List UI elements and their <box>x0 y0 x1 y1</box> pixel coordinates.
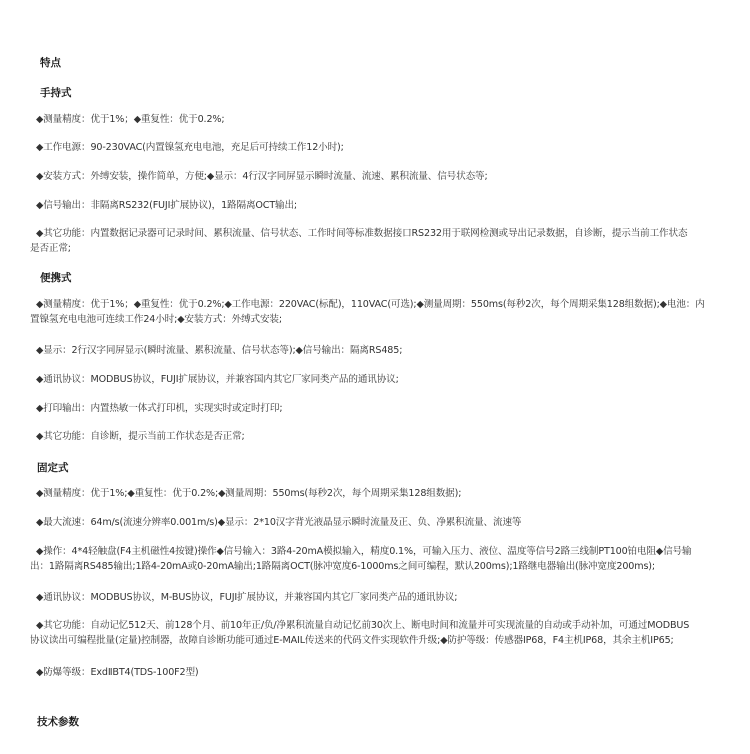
section-heading-fixed: 固定式 <box>37 462 69 474</box>
section-heading-tech-params: 技术参数 <box>37 716 79 728</box>
feature-item: ◆防爆等级：ExdⅡBT4(TDS-100F2型) <box>36 667 199 678</box>
feature-item: ◆信号输出：非隔离RS232(FUJI扩展协议)，1路隔离OCT输出; <box>36 200 298 211</box>
feature-item: ◆测量精度：优于1%;◆重复性：优于0.2%;◆测量周期：550ms(每秒2次，每个周期采集128组数据); <box>36 488 462 499</box>
section-heading-portable: 便携式 <box>40 272 72 284</box>
feature-item: ◆测量精度：优于1%；◆重复性：优于0.2%;◆工作电源：220VAC(标配)，110VAC(可选);◆测量周期：550ms(每秒2次，每个周期采集128组数据);◆电池：内 置镍氢充电电池可连续工作24小时;◆安装方式：外缚式安装; <box>30 299 705 325</box>
feature-item: ◆其它功能：自动记忆512天、前128个月、前10年正/负/净累积流量自动记忆前30次上、断电时间和流量并可实现流量的自动或手动补加，可通过MODBUS 协议读出可编程批量(定量)控制器，故障自诊断功能可通过E-MAIL传送来的代码文件实现软件升级;◆防护等级：传感器IP68，F4主机IP68，其余主机IP65; <box>30 620 690 646</box>
feature-item: ◆测量精度：优于1%；◆重复性：优于0.2%; <box>36 114 225 125</box>
section-heading-handheld: 手持式 <box>40 87 72 99</box>
page-title: 特点 <box>40 57 61 69</box>
feature-item: ◆其它功能：自诊断，提示当前工作状态是否正常; <box>36 431 245 442</box>
feature-item: ◆操作：4*4轻触盘(F4主机磁性4按键)操作◆信号输入：3路4-20mA模拟输入，精度0.1%，可输入压力、液位、温度等信号2路三线制PT100铂电阻◆信号输 出：1路隔离RS485输出;1路4-20mA或0-20mA输出;1路隔离OCT(脉冲宽度6-1000ms之间可编程，默认200ms);1路继电器输出(脉冲宽度200ms); <box>30 546 692 572</box>
feature-item: ◆其它功能：内置数据记录器可记录时间、累积流量、信号状态、工作时间等标准数据接口RS232用于联网检测或导出记录数据，自诊断，提示当前工作状态 是否正常; <box>30 228 688 254</box>
feature-item: ◆通讯协议：MODBUS协议，FUJI扩展协议，并兼容国内其它厂家同类产品的通讯协议; <box>36 374 399 385</box>
feature-item: ◆工作电源：90-230VAC(内置镍氢充电电池，充足后可持续工作12小时); <box>36 142 344 153</box>
feature-item: ◆安装方式：外缚安装，操作简单，方便;◆显示：4行汉字同屏显示瞬时流量、流速、累积流量、信号状态等; <box>36 171 488 182</box>
feature-item: ◆打印输出：内置热敏一体式打印机，实现实时或定时打印; <box>36 403 283 414</box>
feature-item: ◆通讯协议：MODBUS协议，M-BUS协议，FUJI扩展协议，并兼容国内其它厂家同类产品的通讯协议; <box>36 592 458 603</box>
feature-item: ◆最大流速：64m/s(流速分辨率0.001m/s)◆显示：2*10汉字背光液晶显示瞬时流量及正、负、净累积流量、流速等 <box>36 517 522 528</box>
feature-item: ◆显示：2行汉字同屏显示(瞬时流量、累积流量、信号状态等);◆信号输出：隔离RS485; <box>36 345 403 356</box>
